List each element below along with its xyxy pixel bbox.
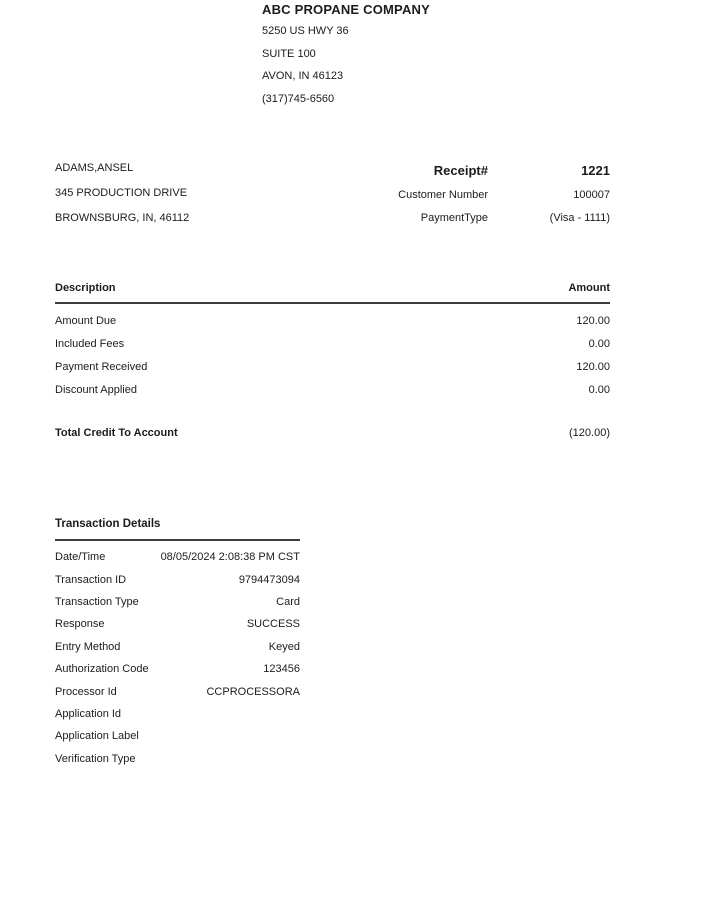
receipt-info-row [350,184,610,207]
transaction-detail-row [55,703,300,725]
total-label: Total Credit To Account [55,427,178,439]
transaction-detail-label: Application Id [55,707,122,720]
transaction-detail-value: SUCCESS [246,618,300,631]
transaction-detail-label: Transaction ID [55,573,127,586]
transaction-detail-row [55,658,300,680]
transaction-detail-label: Transaction Type [55,595,139,608]
transaction-detail-value: Keyed [268,640,300,653]
customer-address-line: 345 PRODUCTION DRIVE [55,187,188,199]
receipt-info-row [350,207,610,230]
items-table-header [55,283,610,304]
customer-number-label: Customer Number [398,189,488,201]
customer-number-value: 100007 [573,189,610,201]
payment-type-label: PaymentType [420,212,488,224]
receipt-number-value: 1221 [581,163,610,178]
transaction-detail-value: 08/05/2024 2:08:38 PM CST [160,551,300,564]
total-row [55,428,610,439]
receipt-number-row [350,157,610,184]
item-description: Included Fees [55,338,125,350]
transaction-detail-row [55,680,300,702]
company-name: ABC PROPANE COMPANY [262,2,430,17]
transaction-details-title: Transaction Details [55,518,300,541]
company-header [262,2,430,110]
transaction-details [55,518,300,770]
item-description: Discount Applied [55,384,137,396]
transaction-detail-value: 9794473094 [238,573,300,586]
transaction-detail-label: Verification Type [55,752,136,765]
company-address-line: AVON, IN 46123 [262,70,344,82]
transaction-detail-row [55,568,300,590]
amount-column-header: Amount [568,282,610,294]
company-address-line: 5250 US HWY 36 [262,25,349,37]
item-description: Payment Received [55,361,148,373]
receipt-number-label: Receipt# [433,163,488,178]
transaction-detail-label: Application Label [55,730,139,743]
transaction-detail-row [55,725,300,747]
receipt-info [350,157,610,230]
item-description: Amount Due [55,315,117,327]
item-row [55,385,610,396]
transaction-detail-row [55,748,300,770]
customer-name: ADAMS,ANSEL [55,162,134,174]
total-amount: (120.00) [569,427,610,439]
transaction-detail-row [55,546,300,568]
transaction-detail-value: CCPROCESSORA [206,685,300,698]
items-table [55,283,610,439]
item-amount: 120.00 [576,361,610,373]
transaction-detail-value: 123456 [263,663,300,676]
item-row [55,316,610,327]
item-amount: 0.00 [588,384,610,396]
transaction-detail-label: Response [55,618,105,631]
company-phone: (317)745-6560 [262,92,335,105]
company-address-line: SUITE 100 [262,47,316,60]
transaction-detail-label: Authorization Code [55,663,149,676]
customer-block [55,156,189,231]
payment-type-value: (Visa - 1111) [549,212,610,224]
transaction-detail-row [55,591,300,613]
transaction-details-body [55,541,300,770]
item-row [55,362,610,373]
transaction-detail-label: Date/Time [55,551,106,564]
item-amount: 120.00 [576,315,610,327]
transaction-detail-value: Card [276,595,300,608]
transaction-detail-row [55,613,300,635]
description-column-header: Description [55,282,116,294]
item-row [55,339,610,350]
customer-address-line: BROWNSBURG, IN, 46112 [55,212,190,224]
item-amount: 0.00 [588,338,610,350]
transaction-detail-label: Processor Id [55,685,117,698]
transaction-detail-row [55,636,300,658]
transaction-detail-label: Entry Method [55,640,121,653]
